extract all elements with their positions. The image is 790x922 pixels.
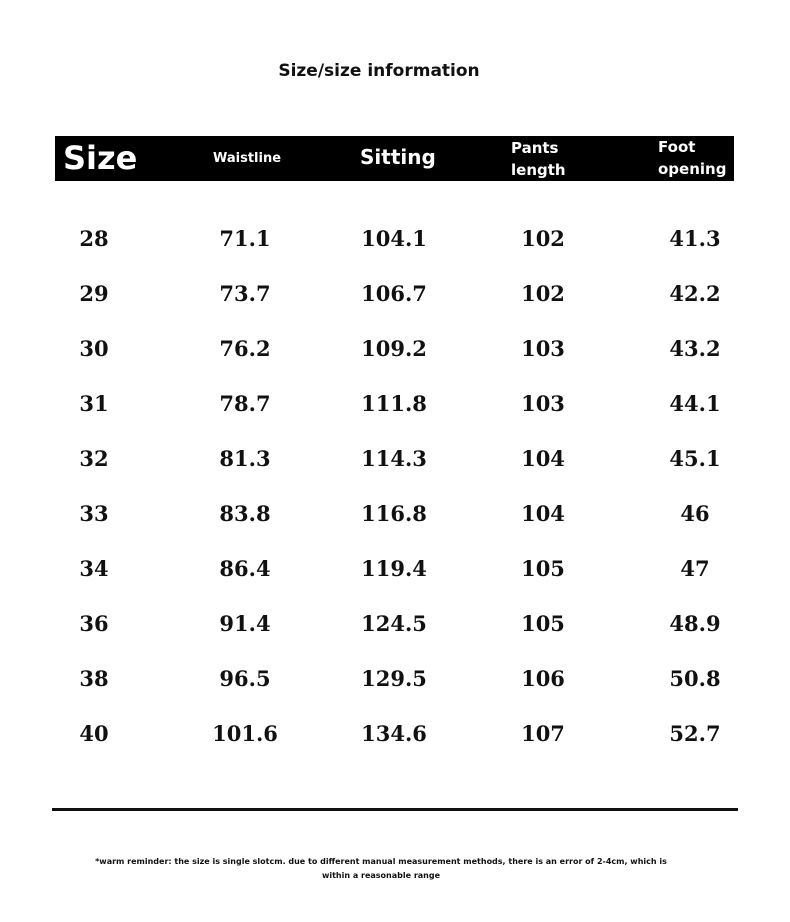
cell-foot-opening: 47 xyxy=(680,556,710,581)
cell-sitting: 134.6 xyxy=(361,721,427,746)
cell-pants-length: 102 xyxy=(521,281,565,306)
table-row xyxy=(0,431,790,486)
table-row xyxy=(0,541,790,596)
cell-waistline: 76.2 xyxy=(219,336,271,361)
cell-size: 40 xyxy=(79,721,109,746)
cell-sitting: 111.8 xyxy=(361,391,427,416)
table-row xyxy=(0,596,790,651)
cell-sitting: 106.7 xyxy=(361,281,427,306)
cell-waistline: 81.3 xyxy=(219,446,271,471)
table-row xyxy=(0,706,790,761)
cell-pants-length: 103 xyxy=(521,336,565,361)
cell-foot-opening: 44.1 xyxy=(669,391,721,416)
cell-size: 33 xyxy=(79,501,109,526)
header-pants-length: Pants length xyxy=(511,139,566,179)
cell-pants-length: 104 xyxy=(521,446,565,471)
cell-sitting: 116.8 xyxy=(361,501,427,526)
cell-foot-opening: 52.7 xyxy=(669,721,721,746)
table-header xyxy=(55,136,734,181)
cell-foot-opening: 43.2 xyxy=(669,336,721,361)
table-row xyxy=(0,651,790,706)
cell-waistline: 101.6 xyxy=(212,721,278,746)
header-size: Size xyxy=(63,139,138,177)
cell-foot-opening: 42.2 xyxy=(669,281,721,306)
cell-waistline: 96.5 xyxy=(219,666,271,691)
cell-foot-opening: 46 xyxy=(680,501,710,526)
cell-size: 29 xyxy=(79,281,109,306)
page-title: Size/size information xyxy=(278,61,480,81)
table-row xyxy=(0,486,790,541)
cell-waistline: 83.8 xyxy=(219,501,271,526)
divider xyxy=(52,808,738,811)
cell-sitting: 129.5 xyxy=(361,666,427,691)
table-body xyxy=(0,211,790,761)
table-row xyxy=(0,321,790,376)
cell-waistline: 71.1 xyxy=(219,226,271,251)
reminder-line-1: *warm reminder: the size is single slotcm. due to different manual measurement methods, there is an error of 2-4cm, which is xyxy=(95,857,667,866)
cell-size: 28 xyxy=(79,226,109,251)
cell-waistline: 73.7 xyxy=(219,281,271,306)
header-sitting: Sitting xyxy=(360,145,436,169)
cell-foot-opening: 41.3 xyxy=(669,226,721,251)
cell-sitting: 104.1 xyxy=(361,226,427,251)
cell-pants-length: 104 xyxy=(521,501,565,526)
cell-waistline: 86.4 xyxy=(219,556,271,581)
table-row xyxy=(0,211,790,266)
warm-reminder xyxy=(95,855,667,883)
table-row xyxy=(0,376,790,431)
table-row xyxy=(0,266,790,321)
cell-size: 31 xyxy=(79,391,109,416)
reminder-line-2: within a reasonable range xyxy=(321,871,441,880)
cell-size: 38 xyxy=(79,666,109,691)
cell-sitting: 109.2 xyxy=(361,336,427,361)
cell-size: 32 xyxy=(79,446,109,471)
cell-size: 36 xyxy=(79,611,109,636)
cell-size: 34 xyxy=(79,556,109,581)
cell-pants-length: 105 xyxy=(521,611,565,636)
cell-pants-length: 107 xyxy=(521,721,565,746)
cell-pants-length: 102 xyxy=(521,226,565,251)
header-foot-opening: Foot opening xyxy=(658,138,727,178)
cell-foot-opening: 48.9 xyxy=(669,611,721,636)
cell-foot-opening: 45.1 xyxy=(669,446,721,471)
cell-pants-length: 105 xyxy=(521,556,565,581)
cell-sitting: 114.3 xyxy=(361,446,427,471)
cell-sitting: 124.5 xyxy=(361,611,427,636)
cell-pants-length: 106 xyxy=(521,666,565,691)
cell-waistline: 78.7 xyxy=(219,391,271,416)
cell-size: 30 xyxy=(79,336,109,361)
cell-waistline: 91.4 xyxy=(219,611,271,636)
cell-foot-opening: 50.8 xyxy=(669,666,721,691)
cell-sitting: 119.4 xyxy=(361,556,427,581)
cell-pants-length: 103 xyxy=(521,391,565,416)
header-waistline: Waistline xyxy=(213,151,282,166)
